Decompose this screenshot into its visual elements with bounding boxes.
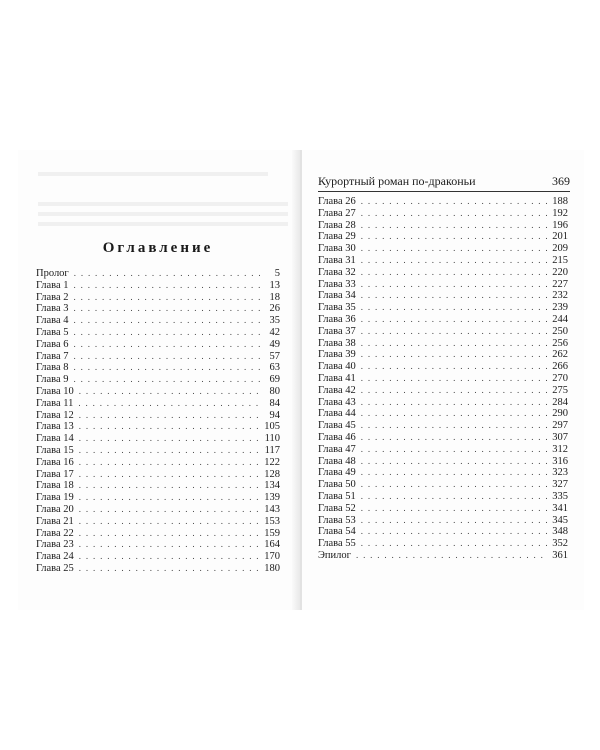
toc-leader-dots <box>361 208 548 220</box>
toc-entry-label: Пролог <box>36 268 69 279</box>
toc-entry-label: Глава 14 <box>36 433 74 445</box>
toc-entry-page: 35 <box>269 315 280 327</box>
toc-leader-dots <box>79 563 260 575</box>
toc-entry <box>318 220 568 232</box>
toc-entry-page: 209 <box>552 243 568 255</box>
toc-entry <box>36 457 280 469</box>
toc-entry-label: Глава 13 <box>36 421 74 433</box>
right-page <box>302 150 584 610</box>
toc-leader-dots <box>74 327 260 339</box>
toc-entry-page: 188 <box>552 196 568 207</box>
toc-entry-label: Глава 33 <box>318 278 356 290</box>
toc-entry <box>318 279 568 291</box>
toc-leader-dots <box>361 314 548 326</box>
toc-entry-label: Глава 17 <box>36 468 74 480</box>
toc-leader-dots <box>79 516 260 528</box>
toc-entry-label: Глава 5 <box>36 326 69 338</box>
toc-entry <box>36 433 280 445</box>
toc-leader-dots <box>361 420 548 432</box>
toc-leader-dots <box>361 444 548 456</box>
toc-entry <box>318 515 568 527</box>
toc-entry-page: 316 <box>552 455 568 467</box>
toc-entry-label: Глава 35 <box>318 302 356 314</box>
toc-entry <box>318 243 568 255</box>
toc-leader-dots <box>79 492 260 504</box>
toc-entry <box>318 479 568 491</box>
toc-entry-label: Глава 20 <box>36 503 74 515</box>
left-page <box>18 150 298 610</box>
toc-leader-dots <box>79 386 260 398</box>
toc-entry <box>36 280 280 292</box>
toc-entry <box>318 432 568 444</box>
toc-entry-page: 153 <box>264 515 280 527</box>
toc-leader-dots <box>361 456 548 468</box>
toc-entry <box>318 267 568 279</box>
toc-entry-page: 122 <box>264 456 280 468</box>
toc-entry <box>36 303 280 315</box>
toc-entry-label: Глава 41 <box>318 372 356 384</box>
toc-entry-page: 227 <box>552 278 568 290</box>
running-title: Курортный роман по-драконьи <box>318 174 476 188</box>
toc-entry-page: 170 <box>264 551 280 563</box>
book-spread <box>0 150 600 610</box>
toc-entry <box>36 410 280 422</box>
toc-entry-label: Глава 8 <box>36 362 69 374</box>
toc-entry-page: 110 <box>264 433 280 445</box>
toc-entry <box>318 314 568 326</box>
toc-entry <box>318 290 568 302</box>
toc-entry-label: Глава 54 <box>318 526 356 538</box>
toc-leader-dots <box>79 528 260 540</box>
toc-entry-page: 297 <box>552 420 568 432</box>
toc-entry-label: Глава 4 <box>36 315 69 327</box>
toc-entry-label: Глава 9 <box>36 374 69 386</box>
toc-entry <box>36 386 280 398</box>
toc-entry <box>318 208 568 220</box>
toc-list-right <box>318 196 568 562</box>
toc-leader-dots <box>74 374 260 386</box>
toc-entry-label: Глава 6 <box>36 338 69 350</box>
toc-entry-label: Глава 38 <box>318 337 356 349</box>
running-head <box>318 174 570 192</box>
toc-leader-dots <box>356 550 548 562</box>
toc-entry-page: 239 <box>552 302 568 314</box>
toc-leader-dots <box>361 349 548 361</box>
toc-entry-label: Глава 52 <box>318 502 356 514</box>
toc-leader-dots <box>361 196 548 208</box>
toc-entry <box>318 361 568 373</box>
toc-entry-page: 117 <box>264 444 280 456</box>
toc-entry-page: 312 <box>552 443 568 455</box>
toc-entry-page: 250 <box>552 325 568 337</box>
toc-entry-label: Эпилог <box>318 549 351 561</box>
toc-leader-dots <box>361 255 548 267</box>
toc-entry-page: 196 <box>552 219 568 231</box>
toc-leader-dots <box>74 292 260 304</box>
toc-entry <box>318 255 568 267</box>
toc-entry-label: Глава 42 <box>318 384 356 396</box>
toc-entry-label: Глава 34 <box>318 290 356 302</box>
toc-entry-page: 94 <box>269 409 280 421</box>
toc-entry <box>36 480 280 492</box>
toc-entry-label: Глава 55 <box>318 538 356 550</box>
toc-entry-page: 262 <box>552 349 568 361</box>
toc-entry <box>36 292 280 304</box>
toc-leader-dots <box>361 408 548 420</box>
toc-entry-label: Глава 49 <box>318 467 356 479</box>
toc-entry <box>318 385 568 397</box>
toc-entry-page: 105 <box>264 421 280 433</box>
toc-leader-dots <box>361 432 548 444</box>
toc-entry <box>36 351 280 363</box>
toc-entry <box>318 196 568 208</box>
toc-entry-page: 57 <box>269 350 280 362</box>
toc-entry-page: 5 <box>274 268 280 279</box>
toc-entry <box>36 528 280 540</box>
toc-entry <box>36 339 280 351</box>
toc-entry <box>36 398 280 410</box>
toc-entry <box>36 504 280 516</box>
toc-entry <box>318 326 568 338</box>
toc-leader-dots <box>79 445 260 457</box>
toc-leader-dots <box>361 302 548 314</box>
toc-entry <box>318 408 568 420</box>
toc-entry-page: 232 <box>552 290 568 302</box>
toc-leader-dots <box>361 373 548 385</box>
toc-entry-label: Глава 37 <box>318 325 356 337</box>
toc-entry-page: 42 <box>269 326 280 338</box>
toc-entry <box>318 467 568 479</box>
toc-entry-label: Глава 19 <box>36 492 74 504</box>
toc-entry <box>36 362 280 374</box>
toc-leader-dots <box>361 326 548 338</box>
toc-entry-label: Глава 18 <box>36 480 74 492</box>
toc-entry-label: Глава 30 <box>318 243 356 255</box>
toc-entry <box>318 444 568 456</box>
toc-entry <box>36 268 280 280</box>
toc-entry-label: Глава 48 <box>318 455 356 467</box>
toc-leader-dots <box>74 280 260 292</box>
toc-entry-page: 327 <box>552 479 568 491</box>
toc-entry <box>318 302 568 314</box>
toc-entry-page: 220 <box>552 266 568 278</box>
toc-leader-dots <box>361 243 548 255</box>
toc-entry-label: Глава 15 <box>36 444 74 456</box>
toc-entry-label: Глава 2 <box>36 291 69 303</box>
toc-entry-label: Глава 45 <box>318 420 356 432</box>
toc-entry-label: Глава 36 <box>318 313 356 325</box>
toc-leader-dots <box>79 469 260 481</box>
toc-entry <box>36 315 280 327</box>
toc-leader-dots <box>74 362 260 374</box>
toc-entry <box>36 492 280 504</box>
toc-leader-dots <box>361 338 548 350</box>
toc-entry <box>36 563 280 575</box>
bleed-through <box>38 222 288 226</box>
toc-entry-label: Глава 31 <box>318 254 356 266</box>
toc-entry <box>318 397 568 409</box>
toc-leader-dots <box>361 231 548 243</box>
toc-entry-page: 361 <box>552 549 568 561</box>
toc-entry <box>36 445 280 457</box>
toc-entry-page: 128 <box>264 468 280 480</box>
toc-entry-page: 341 <box>552 502 568 514</box>
toc-leader-dots <box>79 480 260 492</box>
toc-leader-dots <box>361 361 548 373</box>
toc-entry-label: Глава 29 <box>318 231 356 243</box>
toc-entry-label: Глава 28 <box>318 219 356 231</box>
toc-entry-page: 192 <box>552 207 568 219</box>
toc-entry-label: Глава 11 <box>36 397 74 409</box>
toc-entry-label: Глава 3 <box>36 303 69 315</box>
toc-entry-label: Глава 1 <box>36 279 69 291</box>
toc-entry-page: 275 <box>552 384 568 396</box>
toc-entry-page: 164 <box>264 539 280 551</box>
toc-entry <box>318 550 568 562</box>
toc-entry-label: Глава 12 <box>36 409 74 421</box>
toc-entry-label: Глава 26 <box>318 196 356 207</box>
toc-entry-page: 18 <box>269 291 280 303</box>
toc-entry-page: 63 <box>269 362 280 374</box>
toc-leader-dots <box>74 339 260 351</box>
toc-entry-page: 335 <box>552 490 568 502</box>
toc-entry-label: Глава 23 <box>36 539 74 551</box>
toc-entry <box>36 421 280 433</box>
toc-entry-page: 80 <box>269 385 280 397</box>
toc-entry-page: 345 <box>552 514 568 526</box>
toc-entry-label: Глава 10 <box>36 385 74 397</box>
toc-leader-dots <box>79 433 260 445</box>
toc-entry-label: Глава 53 <box>318 514 356 526</box>
toc-entry-label: Глава 16 <box>36 456 74 468</box>
toc-entry <box>318 349 568 361</box>
toc-entry-page: 143 <box>264 503 280 515</box>
toc-entry-page: 134 <box>264 480 280 492</box>
toc-leader-dots <box>74 315 260 327</box>
toc-leader-dots <box>361 267 548 279</box>
toc-entry-page: 69 <box>269 374 280 386</box>
toc-entry <box>318 538 568 550</box>
toc-entry-page: 244 <box>552 313 568 325</box>
toc-entry-label: Глава 51 <box>318 490 356 502</box>
toc-entry-label: Глава 43 <box>318 396 356 408</box>
bleed-through <box>38 202 288 206</box>
toc-entry <box>318 503 568 515</box>
toc-entry-label: Глава 7 <box>36 350 69 362</box>
toc-entry-page: 215 <box>552 254 568 266</box>
toc-entry-page: 307 <box>552 431 568 443</box>
toc-entry-label: Глава 22 <box>36 527 74 539</box>
toc-entry-page: 159 <box>264 527 280 539</box>
toc-entry-label: Глава 27 <box>318 207 356 219</box>
toc-entry-page: 13 <box>269 279 280 291</box>
toc-leader-dots <box>79 410 260 422</box>
toc-entry-page: 270 <box>552 372 568 384</box>
toc-entry-page: 348 <box>552 526 568 538</box>
toc-entry <box>318 526 568 538</box>
toc-leader-dots <box>79 539 260 551</box>
toc-entry <box>318 338 568 350</box>
toc-entry-page: 84 <box>269 397 280 409</box>
toc-list-left <box>36 268 280 575</box>
toc-leader-dots <box>79 504 260 516</box>
toc-title: Оглавление <box>102 240 214 256</box>
toc-entry-page: 284 <box>552 396 568 408</box>
toc-leader-dots <box>361 220 548 232</box>
toc-entry-label: Глава 46 <box>318 431 356 443</box>
toc-entry <box>36 469 280 481</box>
toc-leader-dots <box>361 538 548 550</box>
toc-entry-page: 323 <box>552 467 568 479</box>
toc-entry-label: Глава 50 <box>318 479 356 491</box>
toc-entry-label: Глава 32 <box>318 266 356 278</box>
toc-entry <box>36 551 280 563</box>
toc-leader-dots <box>361 397 548 409</box>
bleed-through <box>38 172 268 176</box>
toc-leader-dots <box>78 398 260 410</box>
toc-entry <box>36 327 280 339</box>
toc-leader-dots <box>361 279 548 291</box>
toc-entry-label: Глава 44 <box>318 408 356 420</box>
toc-entry <box>36 516 280 528</box>
toc-entry-page: 49 <box>269 338 280 350</box>
toc-entry-page: 26 <box>269 303 280 315</box>
bleed-through <box>38 212 288 216</box>
toc-entry <box>36 539 280 551</box>
toc-leader-dots <box>74 303 260 315</box>
toc-entry-label: Глава 39 <box>318 349 356 361</box>
toc-leader-dots <box>361 467 548 479</box>
toc-entry-label: Глава 40 <box>318 361 356 373</box>
page-number: 369 <box>552 174 570 188</box>
toc-leader-dots <box>361 526 548 538</box>
toc-entry-page: 256 <box>552 337 568 349</box>
toc-entry <box>318 491 568 503</box>
toc-entry <box>36 374 280 386</box>
toc-leader-dots <box>361 515 548 527</box>
toc-entry-page: 290 <box>552 408 568 420</box>
toc-leader-dots <box>361 479 548 491</box>
toc-leader-dots <box>74 268 260 280</box>
toc-leader-dots <box>361 503 548 515</box>
toc-entry-page: 139 <box>264 492 280 504</box>
toc-entry-label: Глава 47 <box>318 443 356 455</box>
toc-entry <box>318 420 568 432</box>
toc-entry <box>318 373 568 385</box>
toc-entry-label: Глава 25 <box>36 562 74 574</box>
toc-leader-dots <box>79 551 260 563</box>
toc-leader-dots <box>79 457 260 469</box>
toc-entry-page: 266 <box>552 361 568 373</box>
toc-leader-dots <box>361 385 548 397</box>
toc-leader-dots <box>79 421 260 433</box>
toc-leader-dots <box>361 491 548 503</box>
toc-leader-dots <box>74 351 260 363</box>
toc-entry <box>318 456 568 468</box>
toc-entry-page: 180 <box>264 562 280 574</box>
toc-entry-page: 201 <box>552 231 568 243</box>
toc-entry-label: Глава 21 <box>36 515 74 527</box>
toc-entry-page: 352 <box>552 538 568 550</box>
toc-entry-label: Глава 24 <box>36 551 74 563</box>
toc-leader-dots <box>361 290 548 302</box>
toc-entry <box>318 231 568 243</box>
